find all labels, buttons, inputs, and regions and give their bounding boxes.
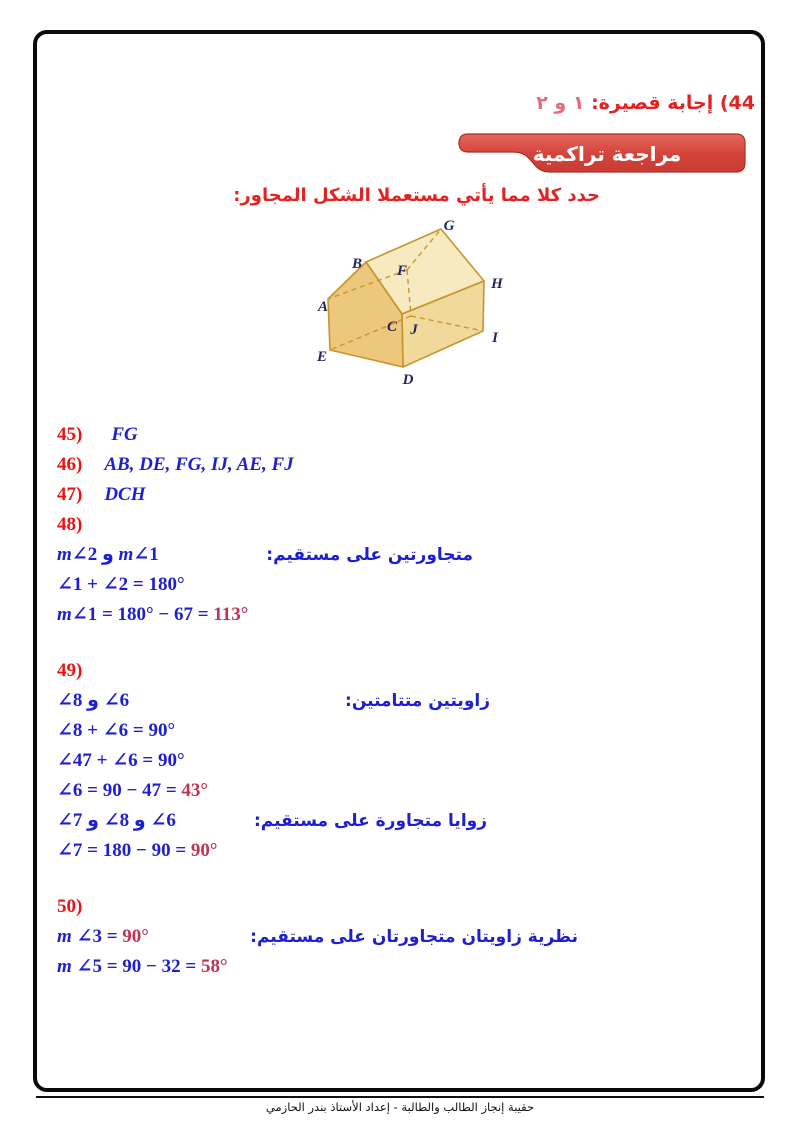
equation-50-1-group	[57, 922, 149, 953]
answer-46-value: AB, DE, FG, IJ, AE, FJ	[104, 454, 294, 475]
equation-50-2: m ∠5 = 90 − 32 =	[57, 956, 201, 977]
equation-49-2: ∠47 + ∠6 = 90°	[57, 750, 185, 771]
equation-49-3: ∠6 = 90 − 47 =	[57, 780, 182, 801]
footer-text: حقيبة إنجاز الطالب والطالبة - إعداد الأستاذ بندر الحازمي	[265, 1100, 535, 1114]
answer-50-number: 50)	[57, 896, 83, 917]
reason-label-48: متجاورتين على مستقيم:	[266, 545, 473, 565]
question-44-answer: ١ و ٢	[536, 92, 585, 114]
reason-label-49-2: زوايا متجاورة على مستقيم:	[253, 811, 487, 831]
answer-47-number: 47)	[57, 484, 83, 505]
reason-label-50: نظرية زاويتان متجاورتان على مستقيم:	[250, 927, 578, 947]
answer-49-number: 49)	[57, 660, 83, 681]
vertex-label-J: J	[410, 322, 418, 338]
answer-48-number-row	[57, 510, 741, 540]
vertex-label-B: B	[351, 256, 363, 272]
vertex-label-E: E	[316, 349, 328, 365]
answer-48-number: 48)	[57, 514, 83, 535]
vertex-label-G: G	[443, 218, 455, 234]
answer-49-eq3-row	[57, 776, 741, 806]
vertex-label-I: I	[492, 330, 498, 346]
instruction-text: حدد كلا مما يأتي مستعملا الشكل المجاور:	[233, 185, 600, 206]
equation-50-1-result: 90°	[122, 925, 149, 947]
equation-48-1: ∠1 + ∠2 = 180°	[57, 574, 185, 595]
answer-50-reason-line	[57, 922, 741, 952]
answer-49-number-row	[57, 656, 741, 686]
answer-45-value: FG	[111, 424, 138, 445]
banner-ribbon-graphic	[455, 131, 749, 175]
answer-48-reason-line	[57, 540, 741, 570]
answer-45-row	[57, 420, 741, 450]
answer-47-row	[57, 480, 741, 510]
banner-title: مراجعة تراكمية	[532, 142, 682, 166]
vertex-label-D: D	[402, 372, 414, 388]
vertex-label-C: C	[386, 319, 398, 335]
equation-49-4: ∠7 = 180 − 90 =	[57, 840, 191, 861]
vertex-label-F: F	[396, 263, 408, 279]
answer-49-reason2-line	[57, 806, 741, 836]
answer-46-number: 46)	[57, 454, 83, 475]
answer-49-reason1-line	[57, 686, 741, 716]
answers-block	[57, 420, 741, 982]
vertex-label-A: A	[317, 299, 329, 315]
answer-47-value: DCH	[104, 484, 146, 505]
angle-triple-49: ∠7 و ‎∠8 و ‎∠6	[57, 810, 176, 831]
angle-pair-48: m∠2 و ‎m∠1	[57, 544, 159, 565]
answer-50-number-row	[57, 892, 741, 922]
vertex-label-H: H	[491, 276, 503, 292]
footer-separator-line	[36, 1096, 764, 1098]
section-gap	[57, 630, 741, 656]
question-44-label: 44) إجابة قصيرة:	[584, 92, 755, 114]
equation-48-2-result: 113°	[213, 604, 249, 625]
answer-46-row	[57, 450, 741, 480]
question-44-line	[536, 92, 755, 114]
angle-pair-49: ∠8 و ‎∠6	[57, 690, 130, 711]
equation-49-1: ∠8 + ∠6 = 90°	[57, 720, 176, 741]
answer-49-eq4-row	[57, 836, 741, 866]
section-gap	[57, 866, 741, 892]
house-prism-figure	[296, 209, 516, 401]
answer-48-eq2-row	[57, 600, 741, 630]
equation-49-3-result: 43°	[181, 780, 209, 801]
equation-48-2: m∠1 = 180° − 67 =	[57, 604, 214, 625]
answer-48-eq1-row	[57, 570, 741, 600]
answer-49-eq1-row	[57, 716, 741, 746]
equation-49-4-result: 90°	[190, 840, 218, 861]
house-prism-svg	[296, 209, 516, 401]
answer-45-number: 45)	[57, 424, 83, 445]
equation-50-2-result: 58°	[200, 956, 228, 977]
equation-50-1: m ∠3 =	[57, 925, 123, 947]
reason-label-49-1: زاويتين متتامتين:	[345, 691, 490, 711]
answer-50-eq2-row	[57, 952, 741, 982]
cumulative-review-banner	[455, 131, 749, 175]
answer-49-eq2-row	[57, 746, 741, 776]
